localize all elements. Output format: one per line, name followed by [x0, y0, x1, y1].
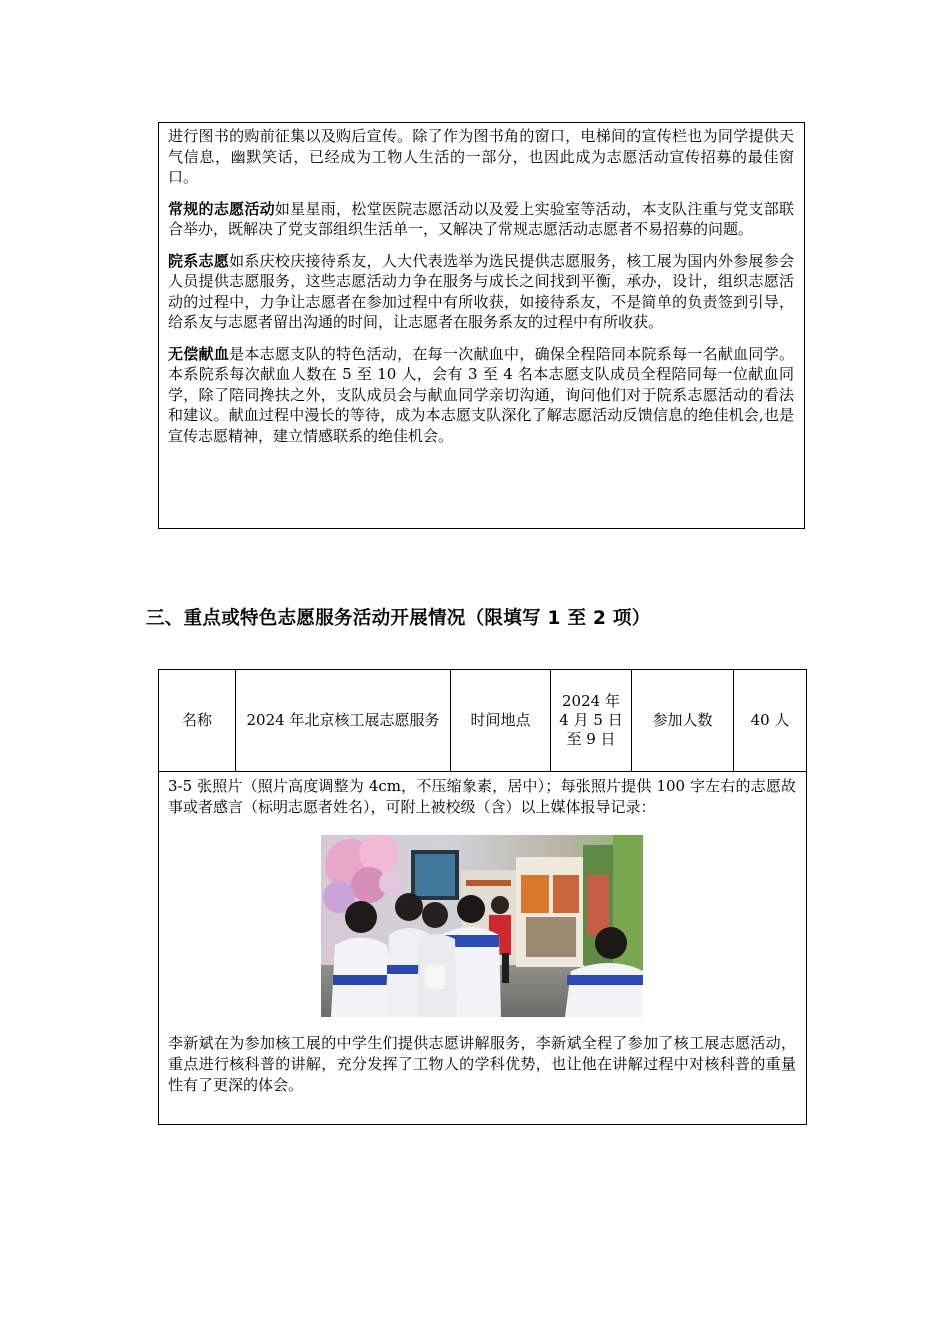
activity-content-cell [159, 772, 806, 1096]
section-heading: 三、重点或特色志愿服务活动开展情况（限填写 1 至 2 项） [146, 608, 651, 629]
department-volunteer-heading: 院系志愿 [168, 251, 230, 270]
intro-paragraph-4 [168, 344, 794, 447]
intro-paragraph-1: 进行图书的购前征集以及购后宣传。除了作为图书角的窗口，电梯间的宣传栏也为同学提供天气信息，幽默笑话，已经成为工物人生活的一部分，也因此成为志愿活动宣传招募的最佳窗口。 [168, 127, 794, 186]
regular-volunteer-heading: 常规的志愿活动 [168, 199, 275, 218]
intro-paragraph-2 [168, 199, 794, 240]
activity-table [158, 669, 807, 1125]
photo-caption: 李新斌在为参加核工展的中学生们提供志愿讲解服务，李新斌全程了参加了核工展志愿活动，重点进行核科普的讲解，充分发挥了工物人的学科优势，也让他在讲解过程中对核科普的重量性有了更深的体会。 [168, 1034, 796, 1094]
volunteer-photo [321, 835, 643, 1017]
name-label-cell: 名称 [159, 670, 236, 771]
department-volunteer-text: 如系庆校庆接待系友，人大代表选举为选民提供志愿服务，核工展为国内外参展参会人员提供志愿服务，这些志愿活动力争在服务与成长之间找到平衡，承办，设计，组织志愿活动的过程中，力争让志愿者在参加过程中有所收获，如接待系友，不是简单的负责签到引导，给系友与志愿者留出沟通的时间，让志愿者在服务系友的过程中有所收获。 [168, 251, 794, 331]
activity-info-row [159, 670, 806, 772]
photo-instructions: 3-5 张照片（照片高度调整为 4cm，不压缩象素，居中）；每张照片提供 100 字左右的志愿故事或者感言（标明志愿者姓名），可附上被校级（含）以上媒体报导记录： [168, 777, 796, 816]
intro-paragraph-3 [168, 251, 794, 333]
blood-donation-heading: 无偿献血 [168, 344, 230, 363]
blood-donation-text: 是本志愿支队的特色活动，在每一次献血中，确保全程陪同本院系每一名献血同学。本系院系每次献血人数在 5 至 10 人，会有 3 至 4 名本志愿支队成员全程陪同每一位献血同学，除了陪同搀扶之外，支队成员会与献血同学亲切沟通，询问他们对于院系志愿活动的看法和建议。献血过程中漫长的等待，成为本志愿支队深化了解志愿活动反馈信息的绝佳机会,也是宣传志愿精神，建立情感联系的绝佳机会。 [168, 344, 794, 445]
count-label-cell: 参加人数 [632, 670, 734, 771]
name-value-cell: 2024 年北京核工展志愿服务 [236, 670, 451, 771]
time-value-cell: 2024 年 4 月 5 日至 9 日 [551, 670, 632, 771]
intro-text-box [158, 122, 805, 529]
regular-volunteer-text: 如星星雨，松堂医院志愿活动以及爱上实验室等活动，本支队注重与党支部联合举办，既解决了党支部组织生活单一，又解决了常规志愿活动志愿者不易招募的问题。 [168, 199, 794, 238]
count-value-cell: 40 人 [750, 711, 790, 729]
time-label-cell: 时间地点 [451, 670, 551, 771]
